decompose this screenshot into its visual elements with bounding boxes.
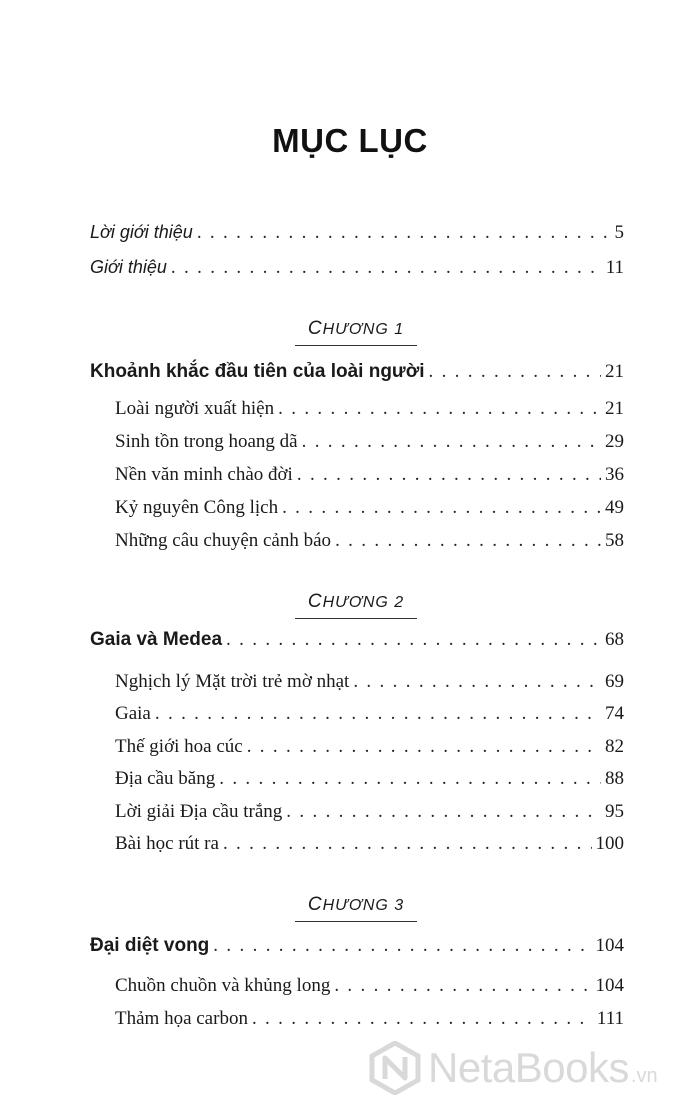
toc-page-number: 104: [595, 935, 624, 956]
toc-entry[interactable]: [115, 703, 624, 733]
toc-entry-label: Nghịch lý Mặt trời trẻ mờ nhạt: [115, 671, 350, 692]
dot-leader: [335, 530, 601, 552]
toc-entry-label: Nền văn minh chào đời: [115, 464, 293, 485]
toc-page-number: 11: [605, 257, 624, 278]
toc-entry[interactable]: [115, 736, 624, 766]
toc-entry-intro[interactable]: [90, 222, 624, 252]
toc-entry-intro[interactable]: [90, 257, 624, 287]
toc-page-number: 69: [605, 671, 624, 692]
dot-leader: [428, 361, 601, 383]
toc-page-number: 104: [595, 975, 624, 996]
dot-leader: [302, 431, 601, 453]
toc-entry[interactable]: [115, 833, 624, 863]
toc-entry-label: Lời giải Địa cầu trắng: [115, 801, 283, 822]
watermark-suffix: .vn: [630, 1065, 658, 1087]
toc-entry-label: Địa cầu băng: [115, 768, 216, 789]
toc-entry-chapter[interactable]: [90, 361, 624, 391]
toc-page-number: 21: [605, 398, 624, 419]
dot-leader: [252, 1008, 593, 1030]
dot-leader: [334, 975, 591, 997]
dot-leader: [278, 398, 601, 420]
toc-page-number: 36: [605, 464, 624, 485]
netabooks-logo-icon: [368, 1041, 422, 1095]
toc-page-number: 95: [605, 801, 624, 822]
dot-leader: [226, 629, 601, 651]
dot-leader: [223, 833, 592, 855]
dot-leader: [213, 935, 591, 957]
toc-page-number: 111: [596, 1008, 624, 1029]
toc-page-number: 82: [605, 736, 624, 757]
toc-entry-label: Thảm họa carbon: [115, 1008, 248, 1029]
chapter-heading: CHƯƠNG 3: [295, 894, 417, 922]
toc-entry-label: Bài học rút ra: [115, 833, 219, 854]
toc-entry[interactable]: [115, 497, 624, 527]
toc-entry-label: Loài người xuất hiện: [115, 398, 275, 419]
toc-entry[interactable]: [115, 768, 624, 798]
dot-leader: [155, 703, 601, 725]
toc-entry[interactable]: [115, 431, 624, 461]
toc-entry-label: Chuồn chuồn và khủng long: [115, 975, 331, 996]
toc-page-number: 5: [614, 222, 624, 243]
toc-entry-label: Thế giới hoa cúc: [115, 736, 243, 757]
toc-entry-label: Đại diệt vong: [90, 935, 210, 956]
dot-leader: [197, 222, 611, 244]
dot-leader: [286, 801, 601, 823]
toc-entry[interactable]: [115, 671, 624, 701]
toc-page-number: 100: [595, 833, 624, 854]
toc-page-number: 74: [605, 703, 624, 724]
toc-entry-chapter[interactable]: [90, 935, 624, 965]
toc-entry-label: Lời giới thiệu: [90, 222, 193, 242]
watermark: [368, 1040, 688, 1096]
page-title: MỤC LỤC: [272, 122, 428, 159]
toc-entry[interactable]: [115, 464, 624, 494]
watermark-brand: NetaBooks: [428, 1044, 629, 1091]
toc-entry[interactable]: [115, 1008, 624, 1038]
toc-page-number: 29: [605, 431, 624, 452]
dot-leader: [282, 497, 601, 519]
dot-leader: [247, 736, 601, 758]
toc-entry-chapter[interactable]: [90, 629, 624, 659]
toc-entry-label: Những câu chuyện cảnh báo: [115, 530, 332, 551]
toc-entry-label: Sinh tồn trong hoang dã: [115, 431, 298, 452]
toc-entry[interactable]: [115, 398, 624, 428]
toc-entry-label: Gaia: [115, 703, 151, 724]
toc-page-number: 21: [605, 361, 624, 382]
toc-page-number: 58: [605, 530, 624, 551]
toc-entry-label: Gaia và Medea: [90, 629, 223, 650]
toc-entry-label: Khoảnh khắc đầu tiên của loài người: [90, 361, 425, 382]
toc-page-number: 68: [605, 629, 624, 650]
toc-entry-label: Kỷ nguyên Công lịch: [115, 497, 279, 518]
chapter-heading: CHƯƠNG 2: [295, 591, 417, 619]
dot-leader: [171, 257, 602, 279]
toc-entry[interactable]: [115, 975, 624, 1005]
dot-leader: [297, 464, 601, 486]
toc-page-number: 49: [605, 497, 624, 518]
dot-leader: [353, 671, 601, 693]
toc-entry[interactable]: [115, 530, 624, 560]
toc-entry[interactable]: [115, 801, 624, 831]
toc-entry-label: Giới thiệu: [90, 257, 167, 277]
toc-page-number: 88: [605, 768, 624, 789]
dot-leader: [219, 768, 601, 790]
chapter-heading: CHƯƠNG 1: [295, 318, 417, 346]
